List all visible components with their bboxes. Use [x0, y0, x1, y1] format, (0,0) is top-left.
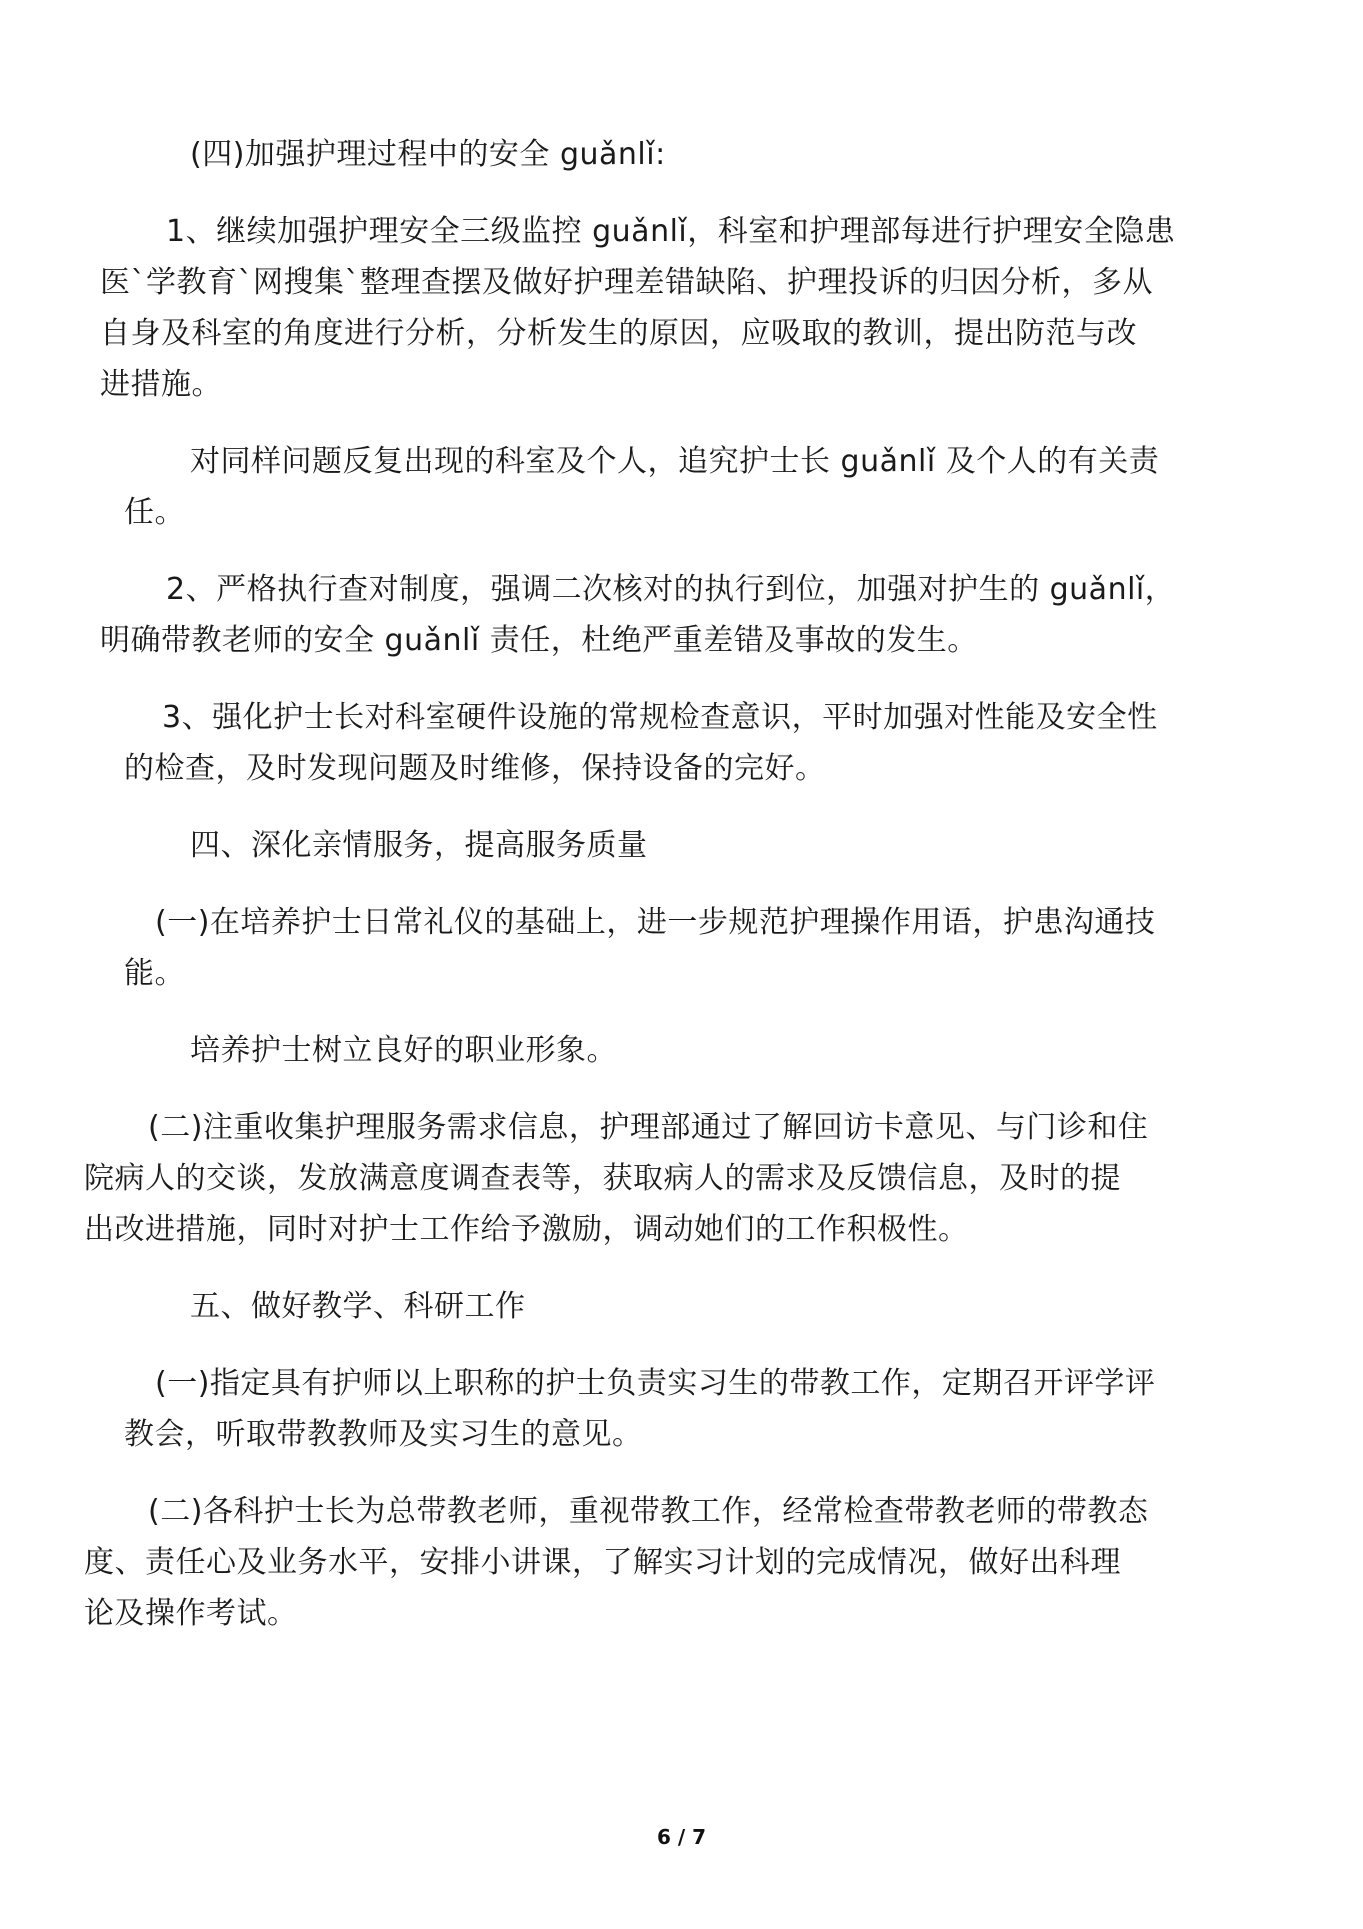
page-number: 6 / 7: [656, 1825, 707, 1849]
paragraph-line: 对同样问题反复出现的科室及个人，追究护士长 guǎnlǐ 及个人的有关责: [190, 444, 1160, 479]
paragraph-line: 2、严格执行查对制度，强调二次核对的执行到位，加强对护生的 guǎnlǐ，: [166, 572, 1176, 607]
paragraph-line: 1、继续加强护理安全三级监控 guǎnlǐ，科室和护理部每进行护理安全隐患: [166, 214, 1176, 249]
section-heading-teaching: 五、做好教学、科研工作: [190, 1289, 526, 1324]
paragraph-line: 培养护士树立良好的职业形象。: [190, 1033, 617, 1068]
paragraph-line: 论及操作考试。: [84, 1596, 298, 1631]
paragraph-line: (二)各科护士长为总带教老师，重视带教工作，经常检查带教老师的带教态: [148, 1494, 1149, 1529]
paragraph-line: 能。: [124, 956, 185, 991]
paragraph-line: 教会，听取带教教师及实习生的意见。: [124, 1417, 643, 1452]
section-heading-service: 四、深化亲情服务，提高服务质量: [190, 828, 648, 863]
paragraph-line: (一)指定具有护师以上职称的护士负责实习生的带教工作，定期召开评学评: [155, 1366, 1156, 1401]
paragraph-line: 院病人的交谈，发放满意度调查表等，获取病人的需求及反馈信息，及时的提: [84, 1161, 1121, 1196]
paragraph-line: 任。: [124, 495, 185, 530]
paragraph-line: 明确带教老师的安全 guǎnlǐ 责任，杜绝严重差错及事故的发生。: [100, 623, 978, 658]
paragraph-line: 进措施。: [100, 367, 222, 402]
paragraph-line: 自身及科室的角度进行分析，分析发生的原因，应吸取的教训，提出防范与改: [100, 316, 1137, 351]
paragraph-line: 度、责任心及业务水平，安排小讲课，了解实习计划的完成情况，做好出科理: [84, 1545, 1121, 1580]
paragraph-line: (一)在培养护士日常礼仪的基础上，进一步规范护理操作用语，护患沟通技: [155, 905, 1156, 940]
paragraph-line: 3、强化护士长对科室硬件设施的常规检查意识，平时加强对性能及安全性: [162, 700, 1158, 735]
paragraph-line: (二)注重收集护理服务需求信息，护理部通过了解回访卡意见、与门诊和住: [148, 1110, 1149, 1145]
paragraph-line: 医`学教育`网搜集`整理查摆及做好护理差错缺陷、护理投诉的归因分析，多从: [100, 265, 1153, 300]
paragraph-line: 出改进措施，同时对护士工作给予激励，调动她们的工作积极性。: [84, 1212, 969, 1247]
paragraph-line: 的检查，及时发现问题及时维修，保持设备的完好。: [124, 751, 826, 786]
section-heading-safety: (四)加强护理过程中的安全 guǎnlǐ:: [190, 137, 666, 172]
